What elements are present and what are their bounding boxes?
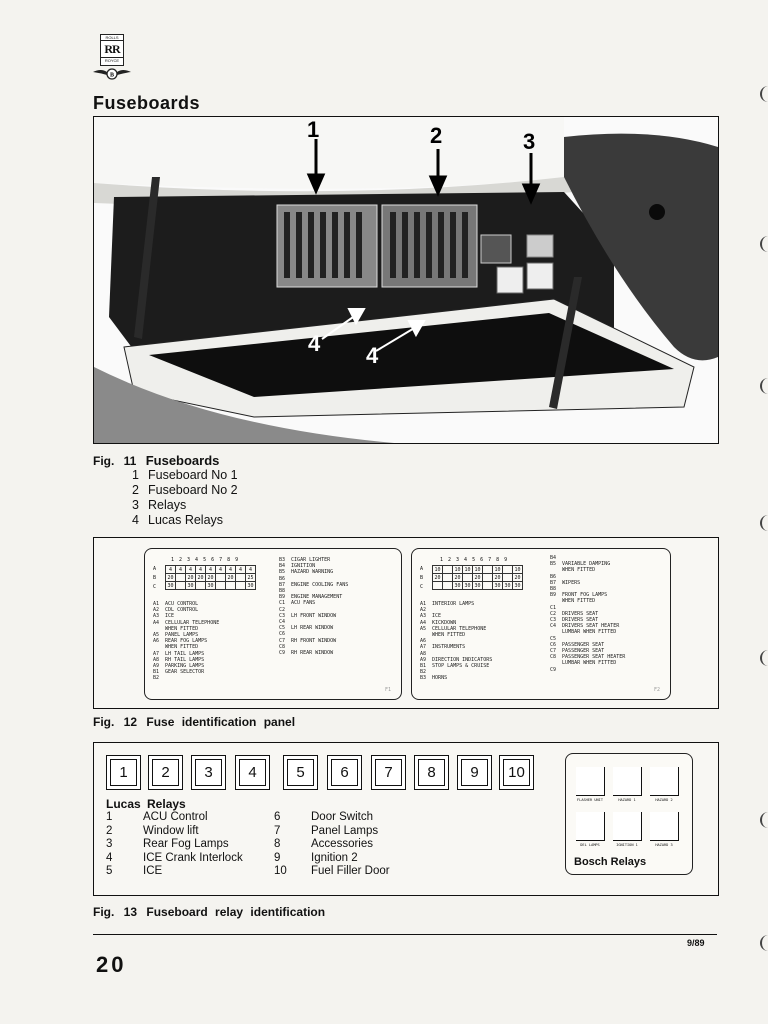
relay-box: 6 [327, 755, 362, 790]
list-item: 6 Door Switch [274, 811, 373, 823]
binder-edge-mark [760, 812, 768, 828]
bosch-relay-slot [576, 812, 605, 841]
list-item: 4 ICE Crank Interlock [106, 851, 243, 864]
panel-tag: F2 [654, 687, 661, 693]
list-item: 10 Fuel Filler Door [274, 865, 390, 877]
page-title: Fuseboards [93, 93, 201, 113]
lucas-relays-title: Lucas Relays [106, 797, 186, 811]
list-item: 8 Accessories [274, 838, 373, 850]
relay-box: 1 [106, 755, 141, 790]
fuse-grid: 4 4 4 4 4 4 4 4 4 20 20 20 20 20 25 30 30 30 30 [167, 566, 254, 589]
binder-edge-mark [760, 86, 768, 102]
fig11-legend [132, 468, 238, 528]
callout-1: 1 [307, 117, 320, 142]
relay-box: 3 [191, 755, 226, 790]
relay-box: 5 [283, 755, 318, 790]
revision-code: 9/89 [687, 938, 705, 948]
footer-rule [93, 934, 717, 935]
legend-item: 3 Relays [132, 498, 187, 512]
relay-box: 4 [235, 755, 270, 790]
lucas-relay-list-right [274, 811, 390, 879]
list-item: 9 Ignition 2 [274, 851, 358, 864]
fuseboard-1-label: 1 2 3 4 5 6 7 8 9 A B C 4 4 4 4 4 4 4 4 4 20 20 20 20 20 25 30 30 30 30 A1 ACU CONTROL A2 CDL CONTROL A3 ICE A4 CELLULAR TELEPHONE WHEN FITTED A5 PANEL LAMPS A6 REAR FOG LAMPS WHEN FITTED A7 LH TAIL LAMPS A8 RH TAIL LAMPS A9 PARKING LAMPS B1 GEAR SELECTOR B2 B3 CIGAR LIGHTER B4 IGNITION B5 HAZARD WARNING B6 B7 ENGINE COOLING FANS B8 B9 ENGINE MANAGEMENT C1 ACU FANS C2 C3 LH FRONT WINDOW C4 C5 LH REAR WINDOW C6 C7 RH FRONT WINDOW C8 C9 RH REAR WINDOW F1 [144, 548, 402, 700]
binder-edge-mark [760, 378, 768, 394]
bosch-relay-diagram: FLASHER UNIT HAZARD 1 HAZARD 2 DEL LAMPS IGNITION 1 HAZARD 3 Bosch Relays [565, 753, 693, 875]
binder-edge-mark [760, 935, 768, 951]
fuse-list-b: B3 CIGAR LIGHTER B4 IGNITION B5 HAZARD WARNING B6 B7 ENGINE COOLING FANS B8 B9 ENGINE MANAGEMENT C1 ACU FANS C2 C3 LH FRONT WINDOW C4 C5 LH REAR WINDOW C6 C7 RH FRONT WINDOW C8 C9 RH REAR WINDOW [279, 557, 349, 657]
bosch-relay-slot [613, 812, 642, 841]
fig11-caption: Fig. 11 Fuseboards [93, 453, 220, 468]
relay-box: 2 [148, 755, 183, 790]
legend-item: 4 Lucas Relays [132, 513, 224, 527]
list-item: 1 ACU Control [106, 811, 208, 823]
fuse-list-a: A1 INTERIOR LAMPS A2 A3 ICE A4 KICKDOWN A5 CELLULAR TELEPHONE WHEN FITTED A6 A7 INSTRUMENTS A8 A9 DIRECTION INDICATORS B1 STOP LAMPS & CRUISE B2 B3 HORNS [420, 601, 493, 682]
relay-box: 7 [371, 755, 406, 790]
bosch-relay-slot [613, 767, 642, 796]
callout-4a: 4 [308, 331, 321, 356]
callout-3: 3 [523, 129, 536, 154]
list-item: 3 Rear Fog Lamps [106, 838, 229, 850]
page-number: 20 [96, 952, 127, 977]
callout-4b: 4 [366, 343, 379, 368]
list-item: 2 Window lift [106, 824, 199, 837]
fuseboard-2-label: 1 2 3 4 5 6 7 8 9 A B C 10 10 10 10 10 10 20 20 20 20 20 30 30 30 30 30 30 A1 INTERIOR LAMPS A2 A3 ICE A4 KICKDOWN A5 CELLULAR TELEPHONE WHEN FITTED A6 A7 INSTRUMENTS A8 A9 DIRECTION INDICATORS B1 STOP LAMPS & CRUISE B2 B3 HORNS B4 B5 VARIABLE DAMPING WHEN FITTED B6 B7 WIPERS B8 B9 FRONT FOG LAMPS WHEN FITTED C1 C2 DRIVERS SEAT C3 DRIVERS SEAT C4 DRIVERS SEAT HEATER LUMBAR WHEN FITTED C5 C6 PASSENGER SEAT C7 PASSENGER SEAT C8 PASSENGER SEAT HEATER LUMBAR WHEN FITTED C9 F2 [411, 548, 671, 700]
bosch-relays-title: Bosch Relays [574, 856, 647, 868]
bosch-relay-slot [650, 767, 679, 796]
bosch-relay-slot [650, 812, 679, 841]
relay-box: 9 [457, 755, 492, 790]
list-item: 5 ICE [106, 865, 163, 877]
binder-edge-mark [760, 650, 768, 666]
relay-identification-panel [93, 742, 719, 896]
fuse-identification-panel [93, 537, 719, 709]
fuseboard-photo [93, 116, 719, 444]
relay-box: 10 [499, 755, 534, 790]
logo-monogram: RR [104, 42, 120, 56]
panel-tag: F1 [385, 687, 392, 693]
relay-box: 8 [414, 755, 449, 790]
binder-edge-mark [760, 236, 768, 252]
fuseboard-illustration [94, 117, 718, 443]
callout-2: 2 [430, 123, 443, 148]
winged-b-emblem [91, 66, 133, 82]
binder-edge-mark [760, 515, 768, 531]
fuse-grid: 10 10 10 10 10 10 20 20 20 20 20 30 30 30 30 30 30 [434, 566, 521, 589]
fig13-caption: Fig. 13 Fuseboard relay identification [93, 905, 326, 919]
legend-item: 1 Fuseboard No 1 [132, 468, 238, 482]
fuse-list-b: B4 B5 VARIABLE DAMPING WHEN FITTED B6 B7 WIPERS B8 B9 FRONT FOG LAMPS WHEN FITTED C1 C2 DRIVERS SEAT C3 DRIVERS SEAT C4 DRIVERS SEAT HEATER LUMBAR WHEN FITTED C5 C6 PASSENGER SEAT C7 PASSENGER SEAT C8 PASSENGER SEAT HEATER LUMBAR WHEN FITTED C9 [550, 555, 626, 673]
rolls-royce-logo [100, 34, 124, 66]
fig12-caption: Fig. 12 Fuse identification panel [93, 715, 296, 729]
bosch-relay-slot [576, 767, 605, 796]
fuse-list-a: A1 ACU CONTROL A2 CDL CONTROL A3 ICE A4 CELLULAR TELEPHONE WHEN FITTED A5 PANEL LAMPS A6 REAR FOG LAMPS WHEN FITTED A7 LH TAIL LAMPS A8 RH TAIL LAMPS A9 PARKING LAMPS B1 GEAR SELECTOR B2 [153, 601, 220, 682]
logo-bottom-text: ROYCE [101, 57, 123, 63]
svg-text:B: B [109, 72, 115, 79]
list-item: 7 Panel Lamps [274, 824, 379, 837]
legend-item: 2 Fuseboard No 2 [132, 483, 238, 497]
logo-top-text: ROLLS [101, 35, 123, 41]
lucas-relay-list-left [106, 811, 243, 879]
